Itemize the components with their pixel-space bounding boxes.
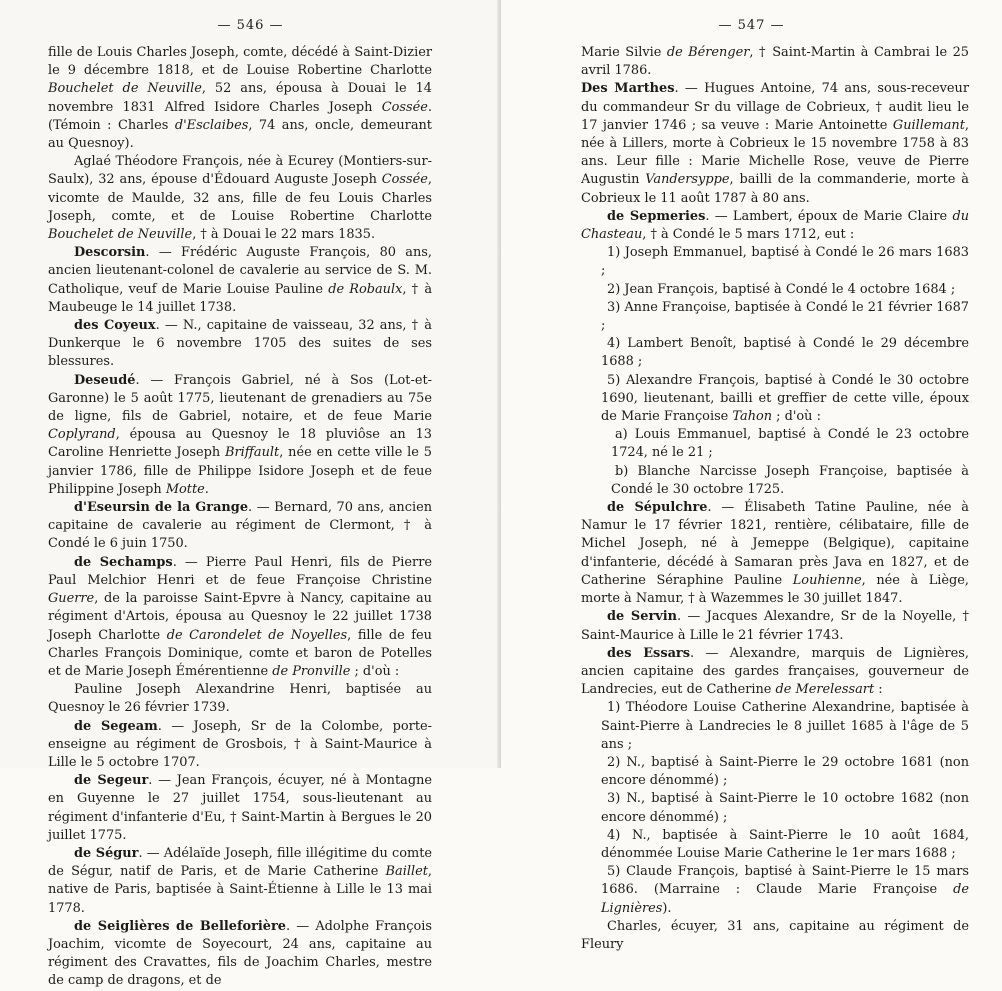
entry-text: . — Adolphe François Joachim, vicomte de Soyecourt, 24 ans, capitaine au régiment des Cravattes, fils de Joachim Charles, mestre de camp de dragons, et de bbox=[48, 918, 432, 989]
entry-text: . — François Gabriel, né à Sos (Lot-et-Garonne) le 5 août 1775, lieutenant de grenadiers au 75e de ligne, fils de Gabriel, notaire, et de feue Marie bbox=[48, 372, 432, 425]
entry-text: a) Louis Emmanuel, baptisé à Condé le 23 octobre 1724, né le 21 ; bbox=[611, 427, 969, 461]
italic-name: Cossée bbox=[381, 99, 428, 115]
italic-name: Briffault bbox=[225, 445, 280, 461]
page-number-left: — 546 — bbox=[217, 18, 284, 33]
entry-text: 2) Jean François, baptisé à Condé le 4 octobre 1684 ; bbox=[607, 281, 956, 297]
entry-paragraph bbox=[48, 44, 432, 153]
italic-name: de Merelessart bbox=[775, 682, 875, 698]
entry-paragraph bbox=[48, 845, 432, 918]
entry-text: fille de Louis Charles Joseph, comte, décédé à Saint-Dizier le 9 décembre 1818, et de Louise Robertine Charlotte bbox=[48, 45, 432, 79]
family-name: de Ségur bbox=[74, 845, 139, 861]
entry-paragraph bbox=[581, 299, 969, 335]
italic-name: d'Esclaibes bbox=[174, 117, 249, 133]
italic-name: Coplyrand bbox=[48, 427, 116, 443]
entry-paragraph bbox=[581, 335, 969, 371]
entry-text: ). bbox=[662, 900, 672, 916]
entry-text: . — Pierre Paul Henri, fils de Pierre Paul Melchior Henri et de feue Françoise Christine bbox=[48, 554, 432, 588]
entry-text: , † à Condé le 5 mars 1712, eut : bbox=[642, 227, 855, 243]
entry-paragraph bbox=[581, 281, 969, 299]
entry-text: , vicomte de Maulde, 32 ans, fille de feu Louis Charles Joseph, comte, et de Louise Robertine Charlotte bbox=[48, 172, 432, 224]
entry-paragraph bbox=[581, 372, 969, 427]
entry-paragraph bbox=[581, 863, 969, 918]
italic-name: Bouchelet de Neuville bbox=[48, 227, 193, 243]
entry-text: Aglaé Théodore François, née à Ecurey (Montiers-sur-Saulx), 32 ans, épouse d'Édouard Auguste Joseph bbox=[48, 154, 432, 188]
entry-text: Marie Silvie bbox=[581, 45, 667, 60]
italic-name: du Chasteau bbox=[581, 208, 969, 243]
entry-text: , † à Maubeuge le 14 juillet 1738. bbox=[48, 281, 432, 315]
family-name: des Essars bbox=[607, 645, 690, 661]
entry-paragraph bbox=[581, 918, 969, 954]
italic-name: de Bérenger bbox=[666, 45, 750, 60]
italic-name: Bouchelet de Neuville bbox=[48, 81, 202, 97]
italic-name: Motte bbox=[165, 481, 205, 497]
entry-paragraph bbox=[48, 918, 432, 991]
italic-name: Vandersyppe bbox=[645, 172, 730, 188]
entry-paragraph bbox=[581, 44, 969, 80]
entry-text: 3) Anne Françoise, baptisée à Condé le 21 février 1687 ; bbox=[601, 299, 969, 334]
entry-text: , fille de feu Charles François Dominique, comte et baron de Potelles et de Marie Joseph Émérentienne bbox=[48, 627, 432, 679]
italic-name: Cossée bbox=[381, 172, 428, 188]
entry-text: . — Jacques Alexandre, Sr de la Noyelle, † Saint-Maurice à Lille le 21 février 1743. bbox=[581, 609, 969, 643]
entry-paragraph bbox=[581, 790, 969, 826]
italic-name: de Robaulx bbox=[328, 281, 403, 297]
entry-text: Pauline Joseph Alexandrine Henri, baptisée au Quesnoy le 26 février 1739. bbox=[48, 682, 432, 716]
entry-text: 4) Lambert Benoît, baptisé à Condé le 29 décembre 1688 ; bbox=[601, 336, 969, 370]
entry-paragraph bbox=[581, 80, 969, 207]
family-name: Des Marthes bbox=[581, 81, 675, 97]
entry-text: . — Adélaïde Joseph, fille illégitime du comte de Ségur, natif de Paris, et de Marie Catherine bbox=[48, 845, 433, 880]
entry-paragraph bbox=[581, 463, 969, 499]
entry-text: , † à Douai le 22 mars 1835. bbox=[192, 227, 376, 243]
entry-text: , bailli de la commanderie, morte à Cobrieux le 11 août 1787 à 80 ans. bbox=[581, 172, 969, 206]
entry-text: 2) N., baptisé à Saint-Pierre le 29 octobre 1681 (non encore dénommé) ; bbox=[601, 754, 969, 789]
entry-text: . (Témoin : Charles bbox=[48, 99, 432, 133]
entry-text: . — Élisabeth Tatine Pauline, née à Namur le 17 février 1821, rentière, célibataire, fille de Michel Joseph, né à Jemeppe (Belgique), capitaine d'infanterie, décédé à Samaran près Java en 1827, et de Catherine Séraphine Pauline bbox=[581, 500, 969, 588]
entry-paragraph bbox=[581, 499, 969, 608]
entry-paragraph bbox=[48, 153, 432, 244]
entry-text: 3) N., baptisé à Saint-Pierre le 10 octobre 1682 (non encore dénommé) ; bbox=[601, 791, 969, 825]
entry-text: . — Hugues Antoine, 74 ans, sous-receveur du commandeur Sr du village de Cobrieux, † audit lieu le 17 janvier 1746 ; sa veuve : Marie Antoinette bbox=[581, 81, 969, 133]
entry-text: . — Joseph, Sr de la Colombe, porte-enseigne au régiment de Grosbois, † à Saint-Maurice à Lille le 5 octobre 1707. bbox=[48, 718, 432, 770]
entry-text: , née en cette ville le 5 janvier 1786, fille de Philippe Isidore Joseph et de feue Philippine Joseph bbox=[48, 445, 432, 497]
entry-text: . — N., capitaine de vaisseau, 32 ans, † à Dunkerque le 6 novembre 1705 des suites de ses blessures. bbox=[48, 318, 432, 370]
entry-text: , née à Liège, morte à Namur, † à Wazemmes le 30 juillet 1847. bbox=[581, 572, 969, 607]
entry-paragraph bbox=[581, 699, 969, 754]
entry-paragraph bbox=[48, 772, 432, 845]
family-name: de Segeur bbox=[74, 773, 149, 789]
family-name: de Sechamps bbox=[74, 554, 173, 570]
italic-name: Tahon bbox=[732, 409, 773, 425]
left-page bbox=[0, 0, 501, 989]
italic-name: Guillemant bbox=[892, 117, 965, 133]
entry-paragraph bbox=[581, 426, 969, 462]
entry-paragraph bbox=[581, 208, 969, 244]
entry-text: 1) Joseph Emmanuel, baptisé à Condé le 26 mars 1683 ; bbox=[601, 245, 969, 279]
entry-text: . — Bernard, 70 ans, ancien capitaine de cavalerie au régiment de Clermont, † à Condé le 6 juin 1750. bbox=[48, 500, 432, 552]
entry-paragraph bbox=[48, 554, 432, 681]
italic-name: de Pronville bbox=[272, 663, 351, 679]
entry-text: , de la paroisse Saint-Epvre à Nancy, capitaine au régiment d'Artois, épousa au Quesnoy le 22 juillet 1738 Joseph Charlotte bbox=[48, 591, 432, 643]
family-name: Descorsin bbox=[74, 245, 146, 261]
entry-paragraph bbox=[581, 645, 969, 700]
right-page-text bbox=[581, 44, 969, 954]
entry-text: , épousa au Quesnoy le 18 pluviôse an 13 Caroline Henriette Joseph bbox=[48, 427, 432, 461]
entry-text: 5) Claude François, baptisé à Saint-Pierre le 15 mars 1686. (Marraine : Claude Marie Françoise bbox=[601, 864, 969, 898]
entry-text: . — Alexandre, marquis de Lignières, ancien capitaine des gardes françaises, gouverneur de Landrecies, eut de Catherine bbox=[581, 645, 970, 698]
entry-text: ; d'où : bbox=[350, 663, 400, 679]
entry-paragraph bbox=[48, 317, 432, 372]
italic-name: Baillet bbox=[385, 864, 428, 880]
entry-text: . bbox=[204, 481, 209, 497]
family-name: d'Eseursin de la Grange bbox=[74, 500, 249, 516]
entry-text: , 74 ans, oncle, demeurant au Quesnoy). bbox=[48, 117, 432, 152]
italic-name: Louhienne bbox=[792, 572, 862, 588]
entry-text: 1) Théodore Louise Catherine Alexandrine, baptisée à Saint-Pierre à Landrecies le 8 juillet 1685 à l'âge de 5 ans ; bbox=[601, 700, 969, 752]
entry-text: . — Frédéric Auguste François, 80 ans, ancien lieutenant-colonel de cavalerie au service de S. M. Catholique, veuf de Marie Louise Pauline bbox=[48, 245, 432, 297]
family-name: de Seiglières de Belleforière bbox=[74, 918, 286, 934]
left-page-text bbox=[48, 44, 432, 991]
entry-paragraph bbox=[48, 499, 432, 554]
entry-text: 5) Alexandre François, baptisé à Condé le 30 octobre 1690, lieutenant, bailli et greffier de cette ville, époux de Marie Françoise bbox=[601, 372, 969, 425]
entry-text: 4) N., baptisée à Saint-Pierre le 10 août 1684, dénommée Louise Marie Catherine le 1er mars 1688 ; bbox=[601, 827, 969, 861]
italic-name: de Lignières bbox=[601, 882, 969, 916]
entry-text: : bbox=[874, 682, 883, 698]
entry-paragraph bbox=[48, 372, 432, 499]
right-page bbox=[501, 0, 1002, 952]
entry-paragraph bbox=[581, 754, 969, 790]
entry-paragraph bbox=[48, 681, 432, 717]
entry-paragraph bbox=[581, 244, 969, 280]
family-name: de Servin bbox=[607, 609, 677, 625]
entry-text: Charles, écuyer, 31 ans, capitaine au régiment de Fleury bbox=[581, 918, 969, 952]
entry-paragraph bbox=[581, 608, 969, 644]
entry-paragraph bbox=[48, 244, 432, 317]
family-name: de Sépulchre bbox=[607, 500, 708, 516]
italic-name: de Carondelet de Noyelles bbox=[166, 627, 348, 643]
entry-paragraph bbox=[581, 827, 969, 863]
entry-paragraph bbox=[48, 718, 432, 773]
entry-text: . — Jean François, écuyer, né à Montagne en Guyenne le 27 juillet 1754, sous-lieutenant au régiment d'infanterie d'Eu, † Saint-Martin à Bergues le 20 juillet 1775. bbox=[48, 773, 432, 843]
entry-text: , 52 ans, épousa à Douai le 14 novembre 1831 Alfred Isidore Charles Joseph bbox=[48, 81, 432, 115]
family-name: Deseudé bbox=[74, 372, 136, 388]
entry-text: , née à Lillers, morte à Cobrieux le 15 novembre 1758 à 83 ans. Leur fille : Marie Michelle Rose, veuve de Pierre Augustin bbox=[581, 117, 969, 188]
italic-name: Guerre bbox=[48, 591, 95, 607]
entry-text: . — Lambert, époux de Marie Claire bbox=[705, 208, 953, 224]
family-name: de Segeam bbox=[74, 718, 158, 734]
entry-text: , native de Paris, baptisée à Saint-Étienne à Lille le 13 mai 1778. bbox=[48, 864, 432, 916]
page-number-right: — 547 — bbox=[718, 18, 785, 33]
family-name: des Coyeux bbox=[74, 318, 156, 334]
entry-text: b) Blanche Narcisse Joseph Françoise, baptisée à Condé le 30 octobre 1725. bbox=[611, 463, 969, 497]
entry-text: ; d'où : bbox=[772, 409, 821, 425]
entry-text: , † Saint-Martin à Cambrai le 25 avril 1786. bbox=[581, 45, 970, 79]
family-name: de Sepmeries bbox=[607, 208, 706, 224]
